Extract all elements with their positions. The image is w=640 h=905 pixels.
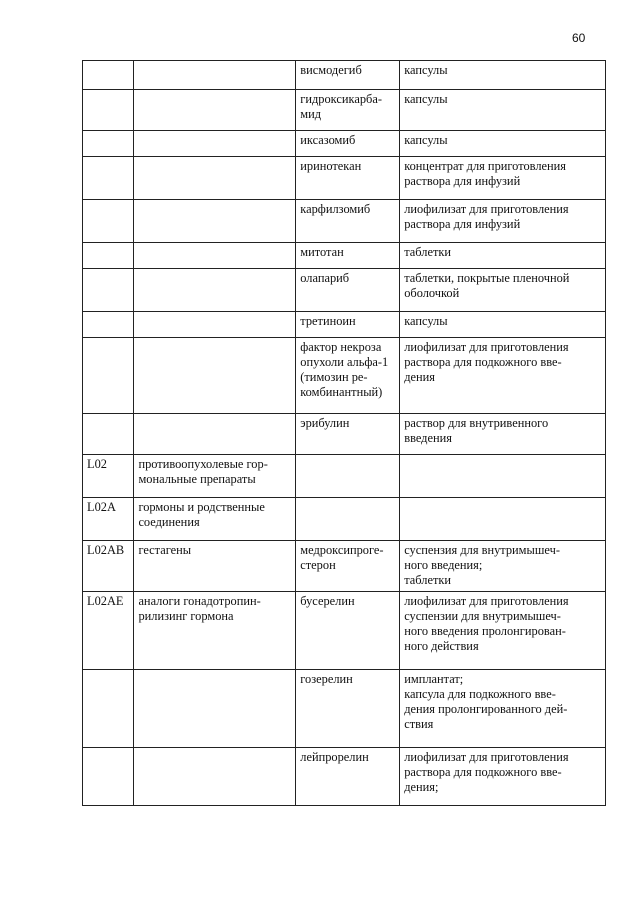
drug-name-cell (296, 455, 400, 498)
atc-code-cell (83, 61, 134, 90)
table-row (83, 243, 606, 269)
dosage-form-cell: капсулы (400, 131, 606, 157)
dosage-form-cell: капсулы (400, 61, 606, 90)
atc-code-cell (83, 670, 134, 748)
group-name-cell (134, 414, 296, 455)
dosage-form-cell: капсулы (400, 312, 606, 338)
atc-code-cell (83, 338, 134, 414)
drug-name-cell: третиноин (296, 312, 400, 338)
drug-name-cell: гидроксикарба- мид (296, 90, 400, 131)
group-name-cell (134, 157, 296, 200)
atc-code-cell (83, 312, 134, 338)
group-name-cell (134, 338, 296, 414)
atc-code-cell (83, 131, 134, 157)
table-row (83, 157, 606, 200)
table-row (83, 455, 606, 498)
drug-name-cell: иринотекан (296, 157, 400, 200)
atc-code-cell: L02 (83, 455, 134, 498)
dosage-form-cell: суспензия для внутримышеч- ного введения; таблетки (400, 541, 606, 592)
group-name-cell (134, 243, 296, 269)
atc-code-cell (83, 414, 134, 455)
table-row (83, 670, 606, 748)
group-name-cell: противоопухолевые гор- мональные препараты (134, 455, 296, 498)
dosage-form-cell: концентрат для приготовления раствора для инфузий (400, 157, 606, 200)
drug-name-cell: эрибулин (296, 414, 400, 455)
drug-name-cell: олапариб (296, 269, 400, 312)
group-name-cell: гормоны и родственные соединения (134, 498, 296, 541)
dosage-form-cell: лиофилизат для приготовления раствора для подкожного вве- дения (400, 338, 606, 414)
group-name-cell (134, 748, 296, 806)
dosage-form-cell: лиофилизат для приготовления раствора для инфузий (400, 200, 606, 243)
table-row (83, 269, 606, 312)
group-name-cell (134, 61, 296, 90)
table-row (83, 748, 606, 806)
group-name-cell (134, 670, 296, 748)
table-row (83, 131, 606, 157)
atc-code-cell (83, 748, 134, 806)
page-number: 60 (572, 31, 586, 45)
dosage-form-cell: раствор для внутривенного введения (400, 414, 606, 455)
table-row (83, 414, 606, 455)
group-name-cell (134, 312, 296, 338)
group-name-cell (134, 200, 296, 243)
dosage-form-cell: таблетки (400, 243, 606, 269)
table-row (83, 312, 606, 338)
drug-name-cell (296, 498, 400, 541)
atc-code-cell (83, 157, 134, 200)
dosage-form-cell: лиофилизат для приготовления раствора для подкожного вве- дения; (400, 748, 606, 806)
atc-code-cell (83, 243, 134, 269)
drug-name-cell: медроксипроге- стерон (296, 541, 400, 592)
group-name-cell (134, 90, 296, 131)
atc-code-cell (83, 90, 134, 131)
table-row (83, 541, 606, 592)
atc-code-cell (83, 200, 134, 243)
atc-code-cell: L02AB (83, 541, 134, 592)
dosage-form-cell (400, 455, 606, 498)
drug-name-cell: фактор некроза опухоли альфа-1 (тимозин ре- комбинантный) (296, 338, 400, 414)
atc-code-cell: L02A (83, 498, 134, 541)
table-row (83, 90, 606, 131)
dosage-form-cell: таблетки, покрытые пленочной оболочкой (400, 269, 606, 312)
drug-name-cell: висмодегиб (296, 61, 400, 90)
group-name-cell (134, 131, 296, 157)
table-row (83, 498, 606, 541)
table-row (83, 338, 606, 414)
group-name-cell (134, 269, 296, 312)
drug-name-cell: гозерелин (296, 670, 400, 748)
group-name-cell: гестагены (134, 541, 296, 592)
drug-name-cell: лейпрорелин (296, 748, 400, 806)
drug-name-cell: митотан (296, 243, 400, 269)
atc-code-cell: L02AE (83, 592, 134, 670)
drug-name-cell: бусерелин (296, 592, 400, 670)
dosage-form-cell (400, 498, 606, 541)
drug-name-cell: иксазомиб (296, 131, 400, 157)
table-body (83, 61, 606, 806)
dosage-form-cell: лиофилизат для приготовления суспензии для внутримышеч- ного введения пролонгирован- ного действия (400, 592, 606, 670)
drug-table (82, 60, 606, 806)
dosage-form-cell: капсулы (400, 90, 606, 131)
table-row (83, 592, 606, 670)
atc-code-cell (83, 269, 134, 312)
table-row (83, 200, 606, 243)
group-name-cell: аналоги гонадотропин- рилизинг гормона (134, 592, 296, 670)
dosage-form-cell: имплантат; капсула для подкожного вве- дения пролонгированного дей- ствия (400, 670, 606, 748)
drug-name-cell: карфилзомиб (296, 200, 400, 243)
table-row (83, 61, 606, 90)
